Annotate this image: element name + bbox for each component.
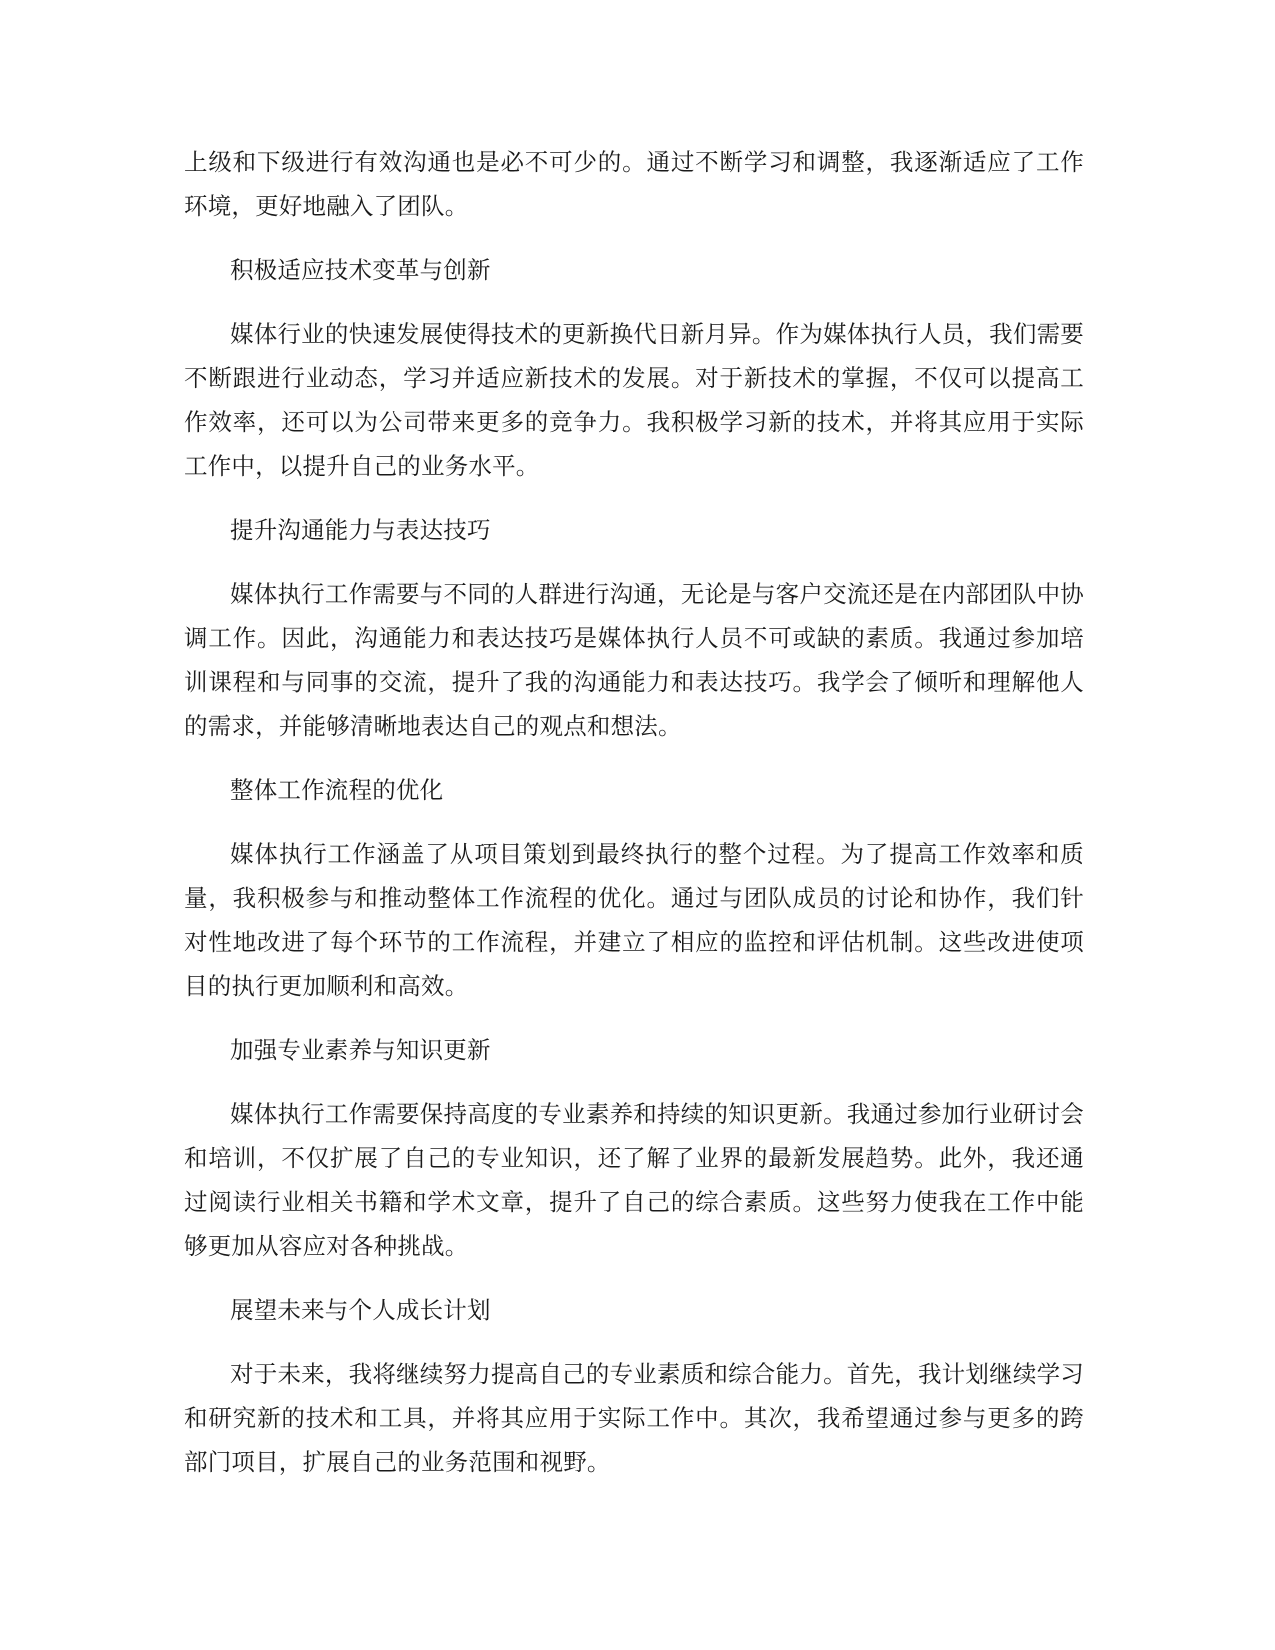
section-heading-professionalism: 加强专业素养与知识更新 xyxy=(230,1036,491,1064)
section-heading-future: 展望未来与个人成长计划 xyxy=(230,1296,491,1324)
section-heading-workflow: 整体工作流程的优化 xyxy=(230,776,444,804)
paragraph-continued: 上级和下级进行有效沟通也是必不可少的。通过不断学习和调整，我逐渐适应了工作环境，更好地融入了团队。 xyxy=(184,148,1084,220)
section-heading-tech-innovation: 积极适应技术变革与创新 xyxy=(230,256,491,284)
paragraph-future: 对于未来，我将继续努力提高自己的专业素质和综合能力。首先，我计划继续学习和研究新的技术和工具，并将其应用于实际工作中。其次，我希望通过参与更多的跨部门项目，扩展自己的业务范围和视野。 xyxy=(184,1360,1084,1476)
paragraph-tech-innovation: 媒体行业的快速发展使得技术的更新换代日新月异。作为媒体执行人员，我们需要不断跟进行业动态，学习并适应新技术的发展。对于新技术的掌握，不仅可以提高工作效率，还可以为公司带来更多的竞争力。我积极学习新的技术，并将其应用于实际工作中，以提升自己的业务水平。 xyxy=(184,320,1084,480)
paragraph-professionalism: 媒体执行工作需要保持高度的专业素养和持续的知识更新。我通过参加行业研讨会和培训，不仅扩展了自己的专业知识，还了解了业界的最新发展趋势。此外，我还通过阅读行业相关书籍和学术文章，提升了自己的综合素质。这些努力使我在工作中能够更加从容应对各种挑战。 xyxy=(184,1100,1084,1260)
section-heading-communication: 提升沟通能力与表达技巧 xyxy=(230,516,491,544)
paragraph-workflow: 媒体执行工作涵盖了从项目策划到最终执行的整个过程。为了提高工作效率和质量，我积极参与和推动整体工作流程的优化。通过与团队成员的讨论和协作，我们针对性地改进了每个环节的工作流程，并建立了相应的监控和评估机制。这些改进使项目的执行更加顺利和高效。 xyxy=(184,840,1084,1000)
document-page xyxy=(184,140,1084,1504)
paragraph-communication: 媒体执行工作需要与不同的人群进行沟通，无论是与客户交流还是在内部团队中协调工作。因此，沟通能力和表达技巧是媒体执行人员不可或缺的素质。我通过参加培训课程和与同事的交流，提升了我的沟通能力和表达技巧。我学会了倾听和理解他人的需求，并能够清晰地表达自己的观点和想法。 xyxy=(184,580,1084,740)
